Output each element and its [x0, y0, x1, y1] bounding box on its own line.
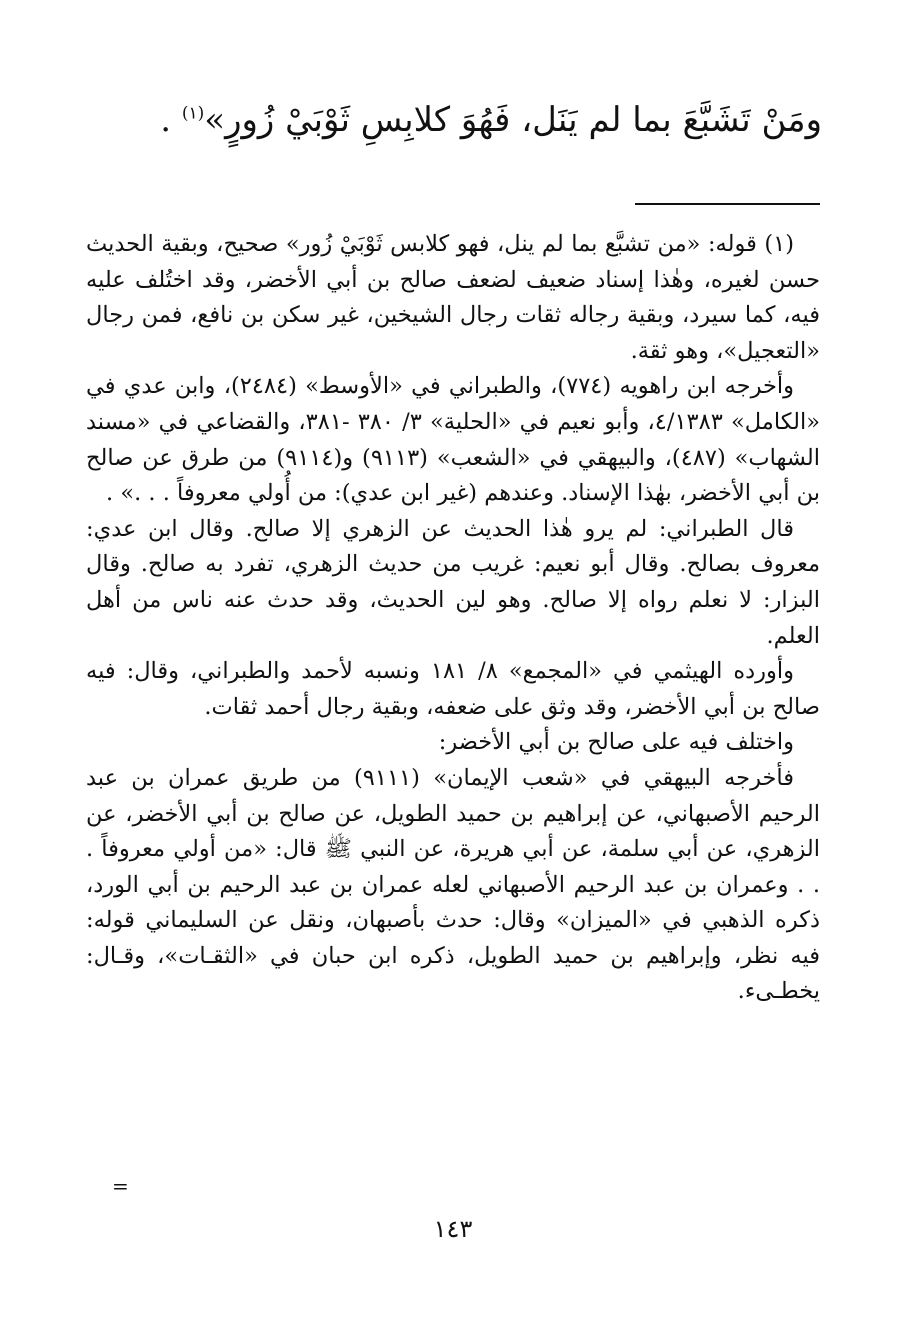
main-text: ومَنْ تَشَبَّعَ بما لم يَنَل، فَهُوَ كلابِسِ ثَوْبَيْ زُورٍ»	[204, 100, 822, 140]
footnotes-block	[86, 227, 820, 1010]
main-text-end: .	[160, 100, 182, 140]
page-number: ١٤٣	[433, 1215, 473, 1243]
footnote-paragraph-6: فأخرجه البيهقي في «شعب الإيمان» (٩١١١) من طريق عمران بن عبد الرحيم الأصبهاني، عن إبراهيم بن حميد الطويل، عن صالح بن أبي الأخضر، عن الزهري، عن أبي سلمة، عن أبي هريرة، عن النبي ﷺ قال: «من أولي معروفاً . . . وعمران بن عبد الرحيم الأصبهاني لعله عمران بن عبد الرحيم بن أبي الورد، ذكره الذهبي في «الميزان» وقال: حدث بأصبهان، ونقل عن السليماني قوله: فيه نظر، وإبراهيم بن حميد الطويل، ذكره ابن حبان في «الثقـات»، وقـال: يخطـىء.	[86, 764, 820, 1005]
main-text-line	[82, 96, 822, 144]
footnote-paragraph-2: وأخرجه ابن راهويه (٧٧٤)، والطبراني في «الأوسط» (٢٤٨٤)، وابن عدي في «الكامل» ٤/١٣٨٣، وأبو نعيم في «الحلية» ٣/ ٣٨٠ -٣٨١، والقضاعي في «مسند الشهاب» (٤٨٧)، والبيهقي في «الشعب» (٩١١٣) و(٩١١٤) من طرق عن صالح بن أبي الأخضر، بهٰذا الإسناد. وعندهم (غير ابن عدي): من أُولي معروفاً . . .» .	[86, 373, 820, 507]
footnote-paragraph-5: واختلف فيه على صالح بن أبي الأخضر:	[438, 729, 794, 756]
footnote-paragraph-3: قال الطبراني: لم يرو هٰذا الحديث عن الزهري إلا صالح. وقال ابن عدي: معروف بصالح. وقال أبو نعيم: غريب من حديث الزهري، تفرد به صالح. وقال البزار: لا نعلم رواه إلا صالح. وهو لين الحديث، وقد حدث عنه ناس من أهل العلم.	[86, 515, 820, 649]
footnote-separator	[635, 203, 820, 205]
continuation-mark: =	[112, 1174, 129, 1198]
footnote-paragraph-4: وأورده الهيثمي في «المجمع» ٨/ ١٨١ ونسبه لأحمد والطبراني، وقال: فيه صالح بن أبي الأخضر، وقد وثق على ضعفه، وبقية رجال أحمد ثقات.	[86, 658, 820, 720]
footnote-paragraph-1: (١) قوله: «من تشبَّع بما لم ينل، فهو كلابس ثَوْبَيْ زُور» صحيح، وبقية الحديث حسن لغيره، وهٰذا إسناد ضعيف لضعف صالح بن أبي الأخضر، وقد اختُلف عليه فيه، كما سيرد، وبقية رجاله ثقات رجال الشيخين، غير سكن بن نافع، فمن رجال «التعجيل»، وهو ثقة.	[86, 231, 820, 364]
footnote-reference: (١)	[181, 103, 205, 124]
